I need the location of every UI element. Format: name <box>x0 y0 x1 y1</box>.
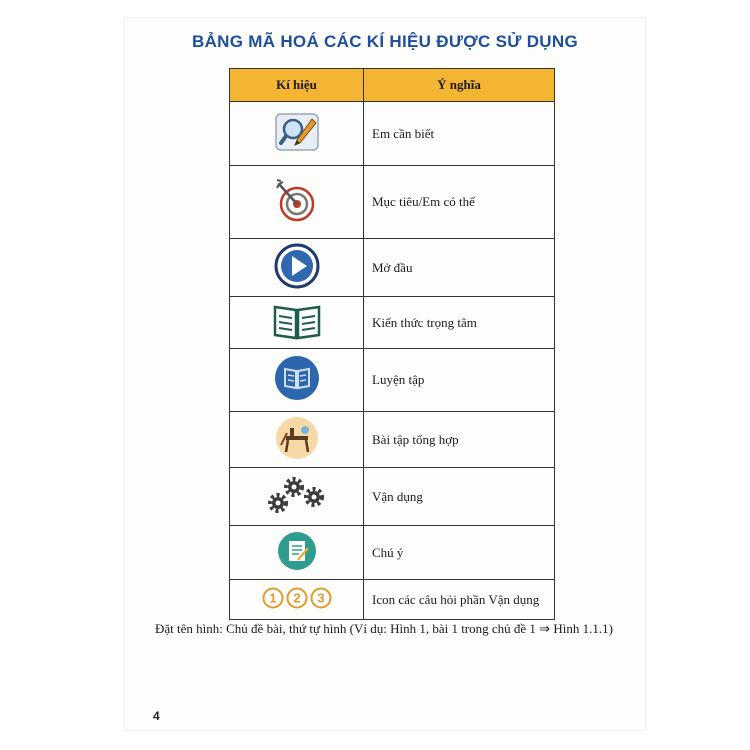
note-icon <box>276 530 318 576</box>
numbered-circles-icon <box>261 586 333 614</box>
meaning-text: Mở đầu <box>364 239 555 297</box>
play-icon <box>274 243 320 293</box>
gears-icon <box>266 475 328 519</box>
table-row <box>230 526 555 580</box>
workbench-icon <box>273 415 321 465</box>
symbol-table <box>229 68 555 620</box>
table-row <box>230 239 555 297</box>
meaning-text: Em cần biết <box>364 102 555 166</box>
header-symbol: Kí hiệu <box>230 69 364 102</box>
magnifier-pencil-icon <box>274 112 320 156</box>
table-row <box>230 102 555 166</box>
table-row <box>230 166 555 239</box>
meaning-text: Chú ý <box>364 526 555 580</box>
meaning-text: Bài tập tổng hợp <box>364 412 555 468</box>
circle-number: 3 <box>316 590 325 605</box>
table-row <box>230 412 555 468</box>
table-row <box>230 468 555 526</box>
target-arrow-icon <box>273 178 321 226</box>
table-row <box>230 297 555 349</box>
page-title: BẢNG MÃ HOÁ CÁC KÍ HIỆU ĐƯỢC SỬ DỤNG <box>192 32 578 51</box>
table-header-row <box>230 69 555 102</box>
meaning-text: Icon các câu hỏi phần Vận dụng <box>364 580 555 620</box>
table-row <box>230 580 555 620</box>
figure-naming-note: Đặt tên hình: Chủ đề bài, thứ tự hình (Ví dụ: Hình 1, bài 1 trong chủ đề 1 ⇒ Hình 1.1.1) <box>155 621 613 636</box>
table-row <box>230 349 555 412</box>
open-book-icon <box>272 301 322 345</box>
meaning-text: Kiến thức trọng tâm <box>364 297 555 349</box>
page-number: 4 <box>153 709 160 723</box>
book-circle-icon <box>273 354 321 406</box>
meaning-text: Luyện tập <box>364 349 555 412</box>
meaning-text: Vận dụng <box>364 468 555 526</box>
circle-number: 2 <box>292 590 301 605</box>
circle-number: 1 <box>268 590 277 605</box>
meaning-text: Mục tiêu/Em có thể <box>364 166 555 239</box>
header-meaning: Ý nghĩa <box>364 69 555 102</box>
